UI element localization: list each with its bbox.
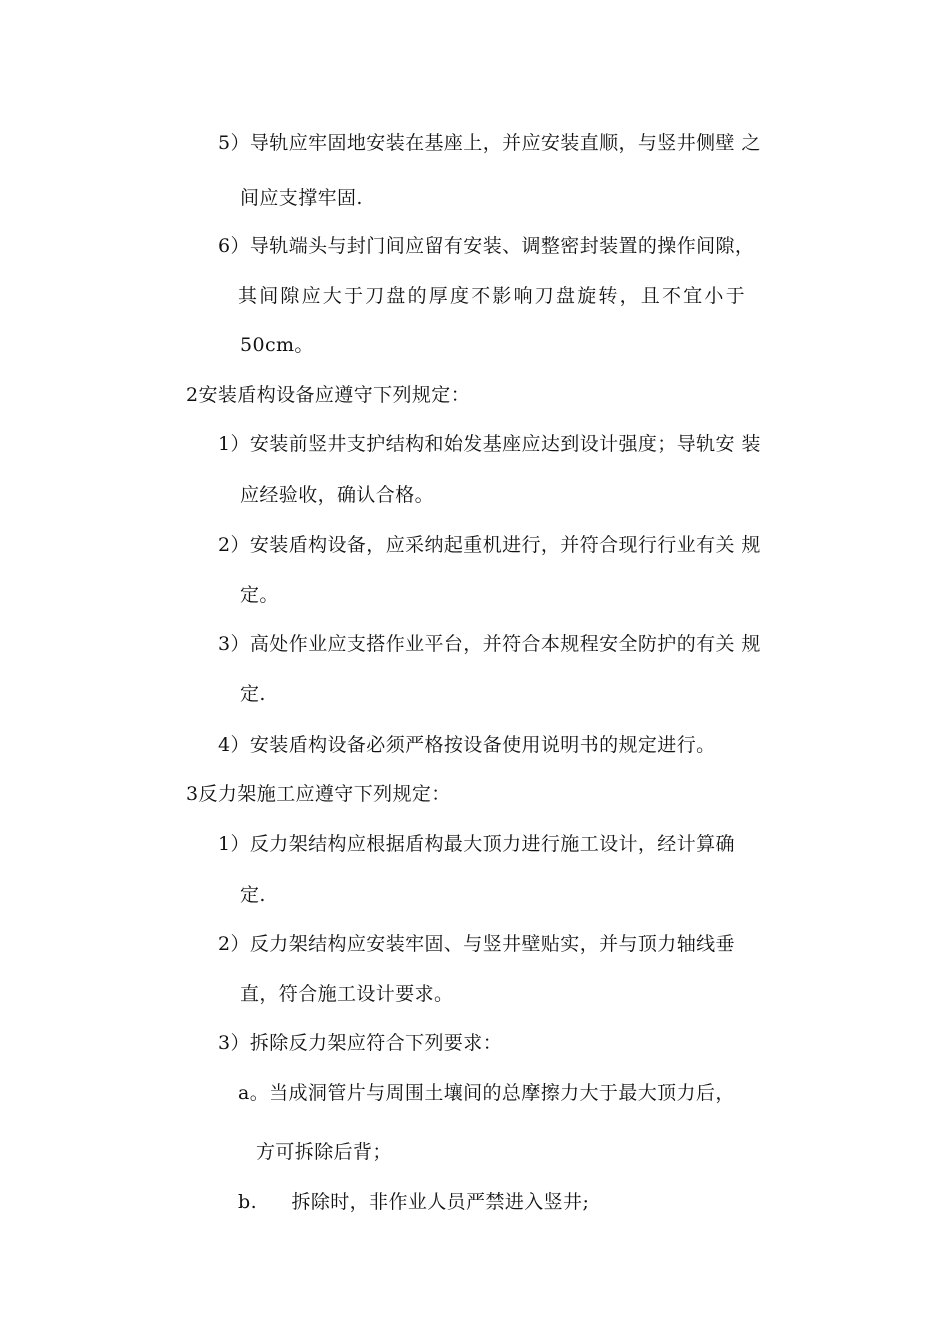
text-line: 2）安装盾构设备，应采纳起重机进行，并符合现行行业有关 规 — [218, 534, 761, 556]
text-line: 定. — [240, 683, 266, 705]
text-line: 方可拆除后背； — [256, 1141, 392, 1163]
text-line: 2）反力架结构应安装牢固、与竖井壁贴实，并与顶力轴线垂 — [218, 933, 735, 955]
text-line: 应经验收，确认合格。 — [240, 484, 435, 506]
section-heading: 2安装盾构设备应遵守下列规定： — [186, 384, 471, 406]
text-line: a。当成洞管片与周围土壤间的总摩擦力大于最大顶力后， — [238, 1082, 735, 1104]
text-line: 定。 — [240, 584, 279, 606]
text-line: b. 拆除时，非作业人员严禁进入竖井; — [238, 1191, 590, 1213]
text-line: 间应支撑牢固. — [240, 187, 363, 209]
section-heading: 3反力架施工应遵守下列规定： — [186, 783, 451, 805]
text-line: 其间隙应大于刀盘的厚度不影响刀盘旋转，且不宜小于 — [238, 285, 747, 307]
text-line: 5）导轨应牢固地安装在基座上，并应安装直顺，与竖井侧壁 之 — [218, 132, 761, 154]
text-line: 直，符合施工设计要求。 — [240, 983, 454, 1005]
text-line: 50cm。 — [240, 334, 314, 356]
text-line: 3）高处作业应支搭作业平台，并符合本规程安全防护的有关 规 — [218, 633, 761, 655]
text-line: 6）导轨端头与封门间应留有安装、调整密封装置的操作间隙， — [218, 235, 755, 257]
text-line: 1）反力架结构应根据盾构最大顶力进行施工设计，经计算确 — [218, 833, 735, 855]
text-line: 3）拆除反力架应符合下列要求： — [218, 1032, 503, 1054]
text-line: 4）安装盾构设备必须严格按设备使用说明书的规定进行。 — [218, 734, 716, 756]
text-line: 定. — [240, 884, 266, 906]
text-line: 1）安装前竖井支护结构和始发基座应达到设计强度；导轨安 装 — [218, 433, 761, 455]
